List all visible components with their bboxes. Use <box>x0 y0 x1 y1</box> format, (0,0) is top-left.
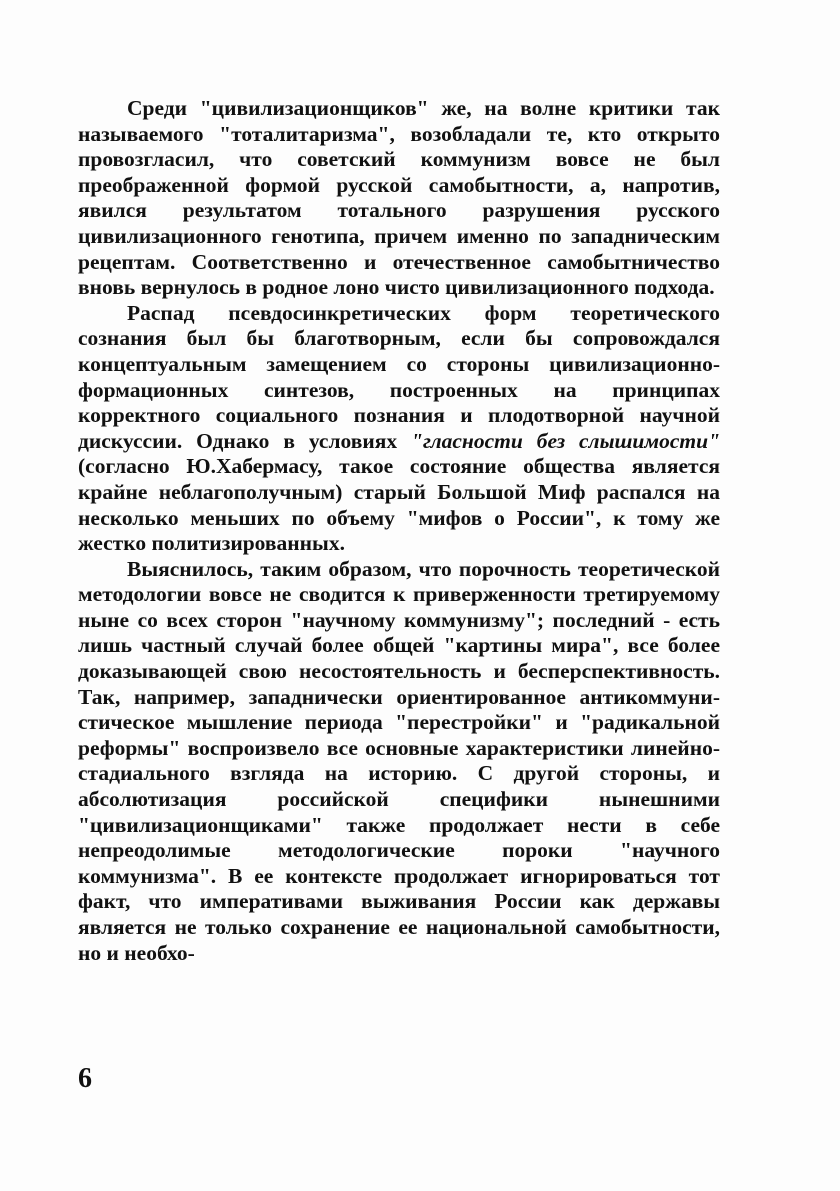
paragraph-1 <box>78 96 720 301</box>
body-text <box>78 96 720 966</box>
quoted-phrase-italic: "гласности без слышимости" <box>411 428 721 453</box>
paragraph-2-text-end: (согласно Ю.Хабермасу, такое состояние общества является крайне неблагополучным) старый Большой Миф распался на несколько меньших по объему "мифов о России", к тому же жестко политизированных. <box>78 454 720 556</box>
paragraph-2 <box>78 301 720 557</box>
page-number: 6 <box>78 1063 92 1094</box>
paragraph-2-text-start: Распад псевдосинкретических форм теоретического сознания был бы благотворным, если бы сопровождался концептуальным замещением со стороны цивилизационно-формационных синтезов, построенных на принципах корректного социального познания и плодотворной научной дискуссии. Однако в условиях <box>78 300 720 453</box>
paragraph-3-text: Выяснилось, таким образом, что порочность теоретической методологии вовсе не сводится к приверженности третируемому ныне со всех сторон "научному коммунизму"; последний - есть лишь частный случай более общей "картины мира", все более доказывающей свою несостоятельность и бесперспективность. Так, например, западнически ориентированное антикоммунистическое мышление периода "перестройки" и "радикальной реформы" воспроизвело все основные характеристики линейно-стадиального взгляда на историю. С другой стороны, и абсолютизация российской специфики нынешними "цивилизационщиками" также продолжает нести в себе непреодолимые методологические пороки "научного коммунизма". В ее контексте продолжает игнорироваться тот факт, что императивами выживания России как державы является не только сохранение ее национальной самобытности, но и необхо- <box>78 556 720 965</box>
paragraph-3 <box>78 557 720 967</box>
paragraph-1-text: Среди "цивилизационщиков" же, на волне критики так называемого "тоталитаризма", возобладали те, кто открыто провозгласил, что советский коммунизм вовсе не был преображенной формой русской самобытности, а, напротив, явился результатом тотального разрушения русского цивилизационного генотипа, причем именно по западническим рецептам. Соответственно и отечественное самобытничество вновь вернулось в родное лоно чисто цивилизационного подхода. <box>78 96 720 300</box>
